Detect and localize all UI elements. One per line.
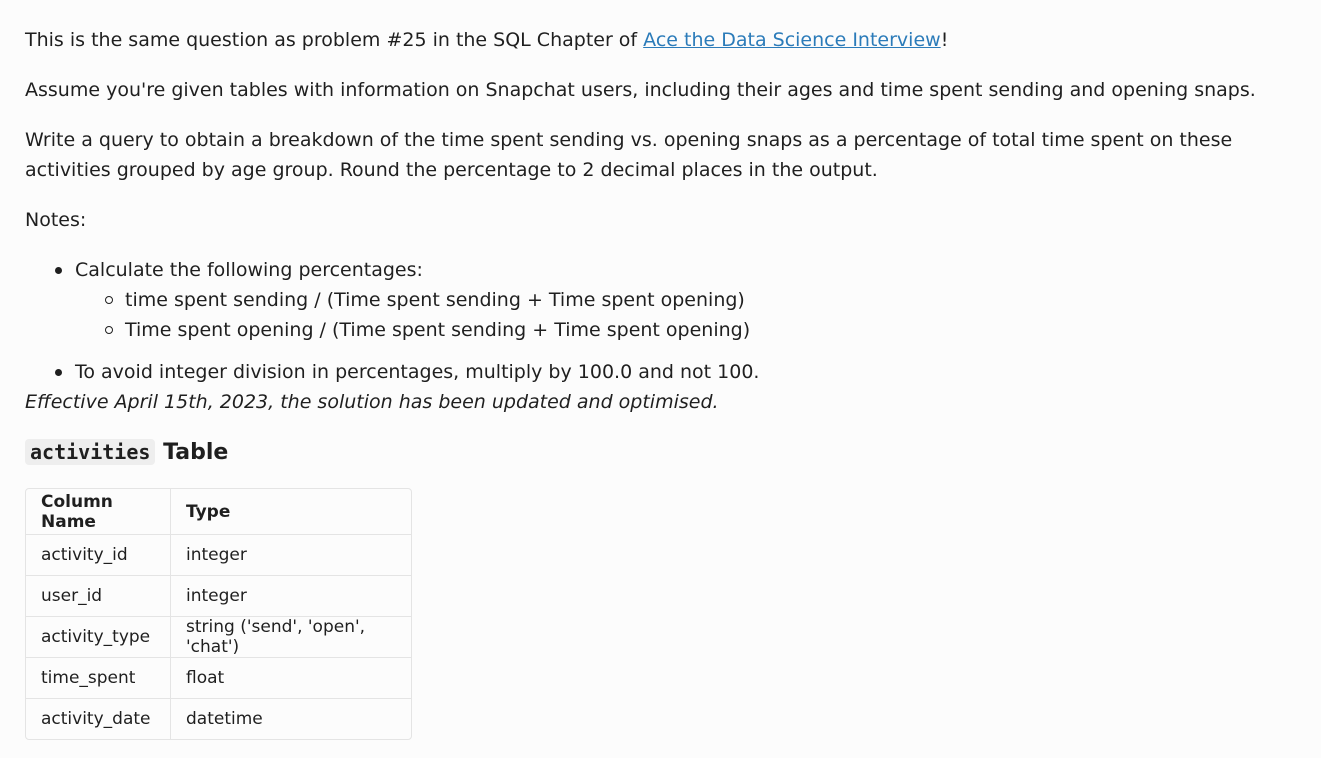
column-name-header: Column Name xyxy=(26,489,170,535)
assume-paragraph: Assume you're given tables with information on Snapchat users, including their ages and time spent sending and opening snaps. xyxy=(25,79,1256,101)
intro-suffix: ! xyxy=(940,29,949,51)
table-heading-suffix: Table xyxy=(155,440,229,465)
sublist-item-sending: time spent sending / (Time spent sending + Time spent opening) xyxy=(125,285,1305,315)
schema-header-row xyxy=(26,489,411,535)
notes-item-percentages-text: Calculate the following percentages: xyxy=(75,259,423,281)
column-name-cell: user_id xyxy=(26,576,170,617)
table-row xyxy=(26,658,411,699)
schema-table xyxy=(25,488,412,740)
type-cell: integer xyxy=(170,576,411,617)
column-name-cell: activity_id xyxy=(26,535,170,576)
column-name-cell: activity_date xyxy=(41,709,151,729)
notes-item-integer-division: To avoid integer division in percentages, multiply by 100.0 and not 100. xyxy=(75,357,1305,387)
type-cell: string ('send', 'open', 'chat') xyxy=(170,617,411,658)
type-cell: float xyxy=(170,658,411,699)
table-row xyxy=(26,576,411,617)
column-name-cell: activity_type xyxy=(26,617,170,658)
ace-book-link[interactable]: Ace the Data Science Interview xyxy=(643,29,941,51)
task-paragraph: Write a query to obtain a breakdown of the time spent sending vs. opening snaps as a percentage of total time spent on these activities grouped by age group. Round the percentage to 2 decimal places in the output. xyxy=(25,129,1233,181)
notes-label: Notes: xyxy=(25,209,87,231)
table-heading xyxy=(25,437,1305,468)
percentages-sublist xyxy=(75,285,1305,345)
type-cell: integer xyxy=(170,535,411,576)
notes-list xyxy=(25,255,1305,387)
column-name-cell: time_spent xyxy=(26,658,170,699)
effective-note: Effective April 15th, 2023, the solution has been updated and optimised. xyxy=(25,391,719,413)
table-name-code: activities xyxy=(25,439,155,465)
intro-prefix: This is the same question as problem #25 in the SQL Chapter of xyxy=(25,29,644,51)
type-cell: datetime xyxy=(170,699,411,739)
table-row xyxy=(26,535,411,576)
intro-paragraph xyxy=(25,25,1305,55)
table-row xyxy=(26,617,411,658)
sublist-item-opening: Time spent opening / (Time spent sending + Time spent opening) xyxy=(125,315,1305,345)
type-header: Type xyxy=(170,489,411,535)
notes-item-percentages xyxy=(75,255,1305,345)
table-row xyxy=(26,699,411,739)
